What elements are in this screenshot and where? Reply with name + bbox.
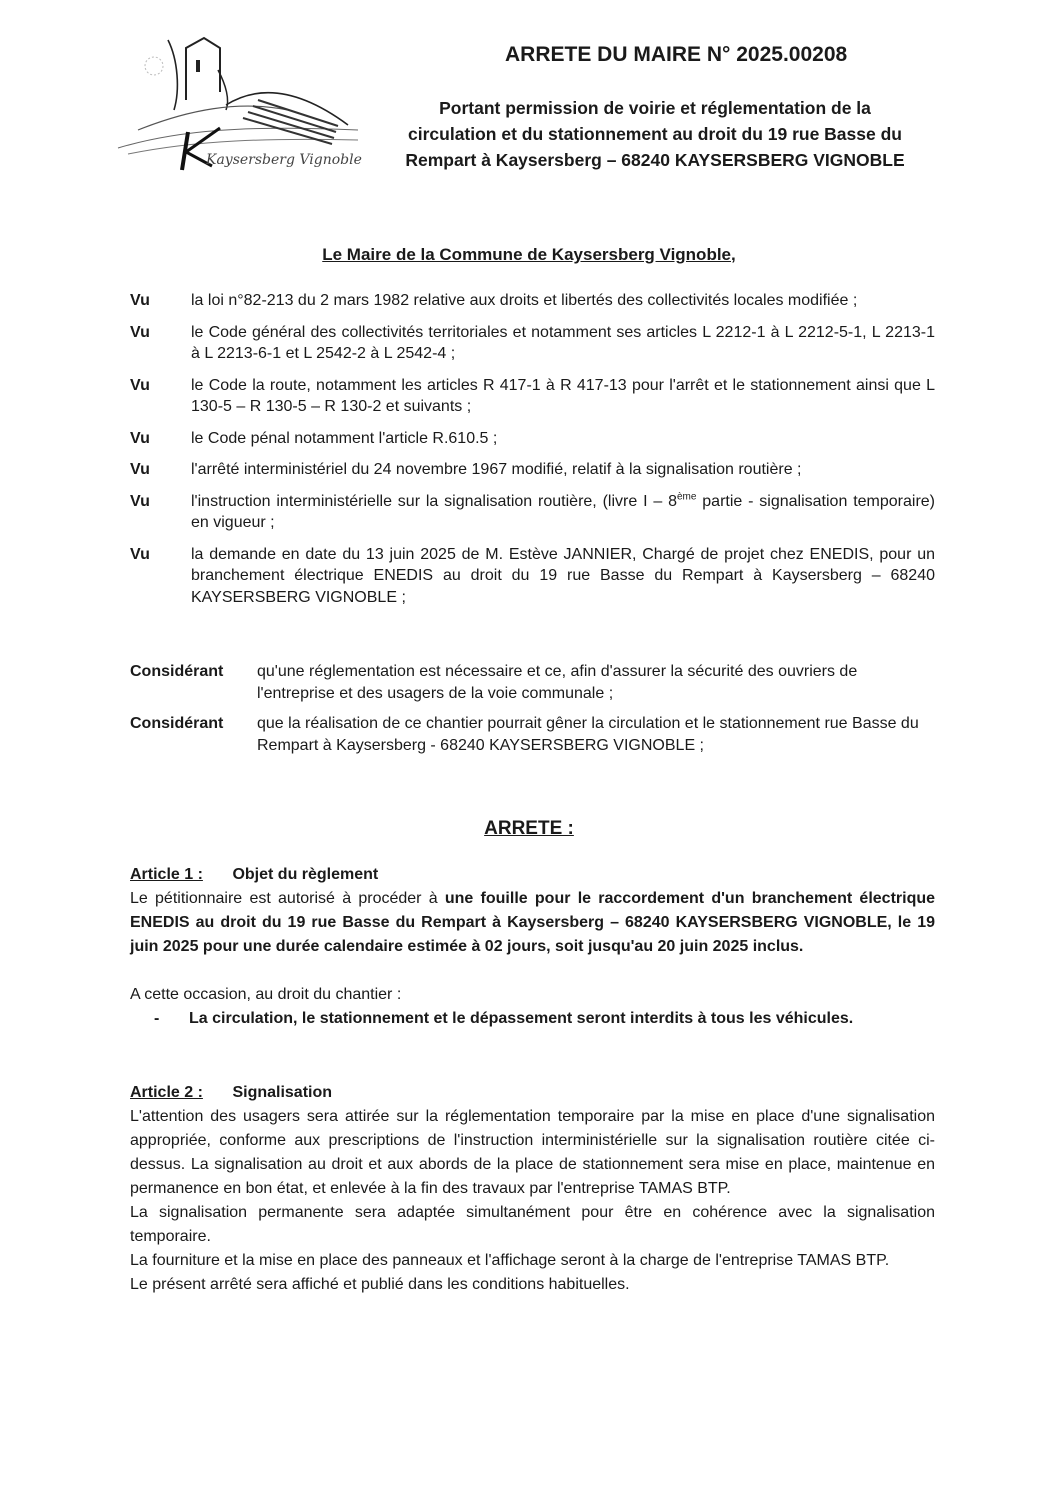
logo-brand-text: Kaysersberg Vignoble <box>206 152 362 168</box>
considerant-text: qu'une réglementation est nécessaire et ce, afin d'assurer la sécurité des ouvriers de l'entreprise et des usagers de la voie communale ; <box>257 663 858 702</box>
decree-subtitle <box>380 95 930 173</box>
considerant-text: que la réalisation de ce chantier pourrait gêner la circulation et le stationnement rue Basse du Rempart à Kaysersberg - 68240 KAYSERSBERG VIGNOBLE ; <box>257 715 919 754</box>
vu-label: Vu <box>130 492 150 510</box>
considerant-item <box>130 713 935 757</box>
vu-text: le Code général des collectivités territoriales et notamment ses articles L 2212-1 à L 2212-5-1, L 2213-1 à L 2213-6-1 et L 2542-2 à L 2542-4 ; <box>191 323 935 362</box>
superscript: ème <box>676 491 697 503</box>
vu-label: Vu <box>130 323 150 341</box>
vu-text: la loi n°82-213 du 2 mars 1982 relative aux droits et libertés des collectivités locales modifiée ; <box>191 292 858 309</box>
article-number: Article 1 : <box>130 866 203 883</box>
vu-item <box>130 290 935 312</box>
paragraph-text: Le pétitionnaire est autorisé à procéder à <box>130 890 445 907</box>
vu-item <box>130 544 935 609</box>
occasion-text: A cette occasion, au droit du chantier : <box>130 986 402 1003</box>
considerant-list <box>130 661 935 765</box>
considerant-item <box>130 661 935 705</box>
vu-text: le Code la route, notamment les articles R 417-1 à R 417-13 pour l'arrêt et le stationnement ainsi que L 130-5 – R 130-5 – R 130-2 et suivants ; <box>191 376 935 415</box>
vu-text-part: partie - signalisation temporaire) en vigueur ; <box>191 492 935 531</box>
article-heading <box>130 863 935 887</box>
article-2 <box>130 1081 935 1297</box>
kaysersberg-logo <box>108 30 378 180</box>
vu-item <box>130 428 935 450</box>
subtitle-line: Rempart à Kaysersberg – 68240 KAYSERSBERG VIGNOBLE <box>405 150 905 170</box>
subtitle-line: circulation et du stationnement au droit du 19 rue Basse du <box>408 124 902 144</box>
mayor-heading: Le Maire de la Commune de Kaysersberg Vignoble, <box>322 245 736 264</box>
vu-item <box>130 322 935 365</box>
vu-label: Vu <box>130 545 150 563</box>
decree-title: ARRETE DU MAIRE N° 2025.00208 <box>505 43 848 66</box>
article-paragraph: La signalisation permanente sera adaptée simultanément pour être en cohérence avec la signalisation temporaire. <box>130 1204 935 1245</box>
vu-list <box>130 290 935 608</box>
paragraph-bold-text: une fouille pour le raccordement d'un branchement électrique ENEDIS au droit du 19 rue Basse du Rempart à Kaysersberg – 68240 KAYSERSBERG VIGNOBLE, le 19 juin 2025 pour une durée calendaire estimée à 02 jours, soit jusqu'au 20 juin 2025 inclus. <box>130 890 936 955</box>
vu-label: Vu <box>130 461 150 478</box>
vu-item <box>130 375 935 418</box>
vu-text <box>191 491 935 534</box>
article-number: Article 2 : <box>130 1084 203 1101</box>
vu-text: le Code pénal notamment l'article R.610.5 ; <box>191 429 498 447</box>
article-1 <box>130 863 935 1031</box>
article-heading <box>130 1081 935 1105</box>
article-paragraph <box>130 887 935 959</box>
article-title: Signalisation <box>232 1084 333 1101</box>
article-paragraph: La fourniture et la mise en place des panneaux et l'affichage seront à la charge de l'entreprise TAMAS BTP. <box>130 1252 890 1269</box>
bullet-item <box>130 1007 935 1031</box>
subtitle-line: Portant permission de voirie et réglementation de la <box>439 98 871 118</box>
vu-item <box>130 491 935 534</box>
vu-item <box>130 459 935 481</box>
vu-text: l'arrêté interministériel du 24 novembre 1967 modifié, relatif à la signalisation routière ; <box>191 461 802 478</box>
vu-label: Vu <box>130 376 150 394</box>
vu-label: Vu <box>130 429 150 447</box>
vu-label: Vu <box>130 292 150 309</box>
article-paragraph: L'attention des usagers sera attirée sur la réglementation temporaire par la mise en place d'une signalisation appropriée, conforme aux prescriptions de l'instruction interministérielle sur la signalisation routière citée ci-dessus. La signalisation au droit et aux abords de la place de stationnement sera mise en place, maintenue en permanence en bon état, et enlevée à la fin des travaux par l'entreprise TAMAS BTP. <box>130 1108 935 1197</box>
arrete-heading: ARRETE : <box>484 818 574 839</box>
article-title: Objet du règlement <box>232 866 379 883</box>
bullet-dash: - <box>154 1010 160 1027</box>
vu-text: la demande en date du 13 juin 2025 de M. Estève JANNIER, Chargé de projet chez ENEDIS, pour un branchement électrique ENEDIS au droit du 19 rue Basse du Rempart à Kaysersberg – 68240 KAYSERSBERG VIGNOBLE ; <box>191 545 935 606</box>
article-paragraph: Le présent arrêté sera affiché et publié dans les conditions habituelles. <box>130 1276 630 1293</box>
considerant-label: Considérant <box>130 663 224 680</box>
bullet-text: La circulation, le stationnement et le dépassement seront interdits à tous les véhicules. <box>189 1010 854 1027</box>
considerant-label: Considérant <box>130 715 224 732</box>
vu-text-part: l'instruction interministérielle sur la signalisation routière, (livre I – 8 <box>191 492 677 510</box>
